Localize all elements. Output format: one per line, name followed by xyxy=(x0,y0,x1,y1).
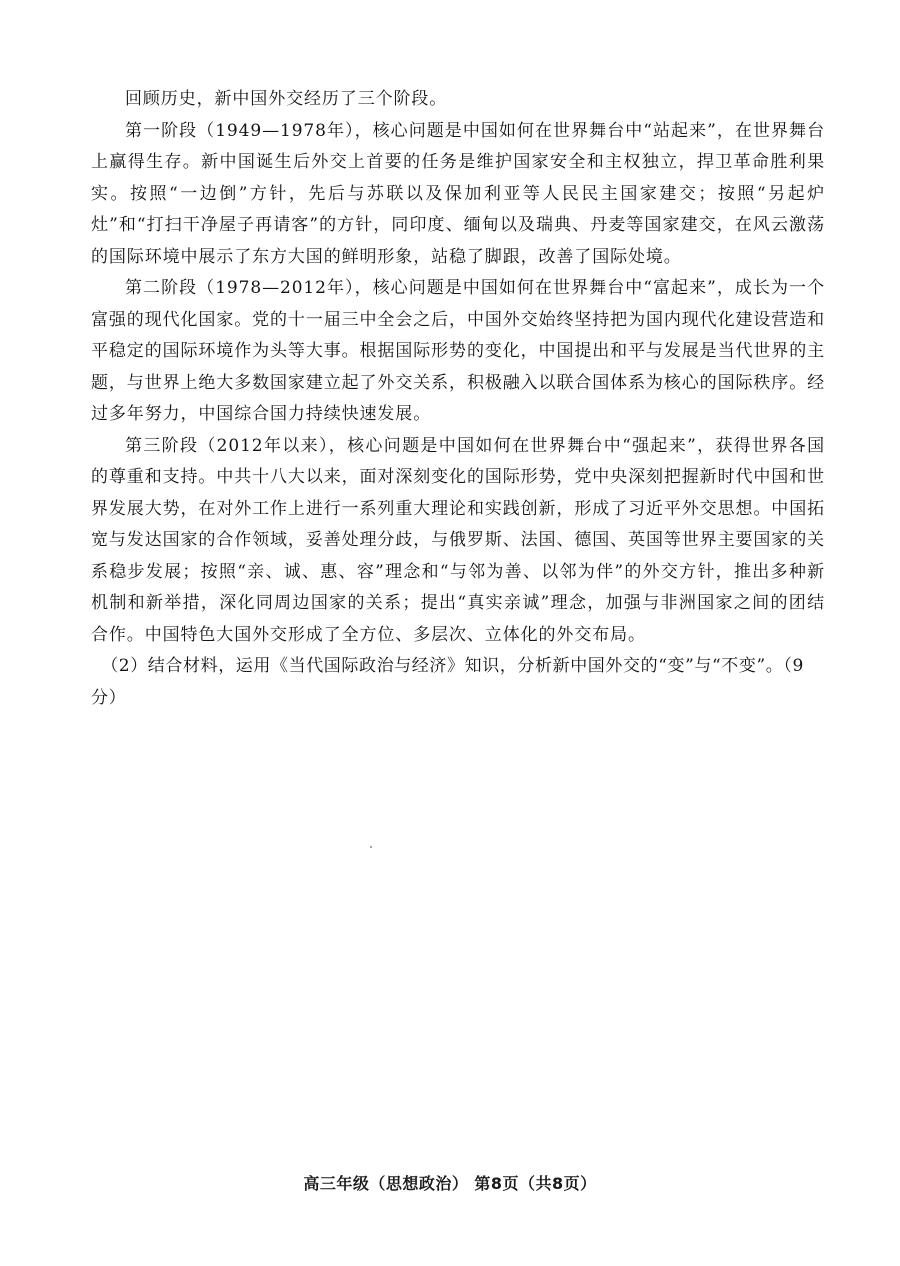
stage-two-paragraph: 第二阶段（1978—2012年），核心问题是中国如何在世界舞台中“富起来”，成长为一个富强的现代化国家。党的十一届三中全会之后，中国外交始终坚持把为国内现代化建设营造和平稳定的国际环境作为头等大事。根据国际形势的变化，中国提出和平与发展是当代世界的主题，与世界上绝大多数国家建立起了外交关系，积极融入以联合国体系为核心的国际秩序。经过多年努力，中国综合国力持续快速发展。 xyxy=(91,278,825,424)
stage-three-paragraph: 第三阶段（2012年以来），核心问题是中国如何在世界舞台中“强起来”，获得世界各国的尊重和支持。中共十八大以来，面对深刻变化的国际形势，党中央深刻把握新时代中国和世界发展大势，在对外工作上进行一系列重大理论和实践创新，形成了习近平外交思想。中国拓宽与发达国家的合作领域，妥善处理分歧，与俄罗斯、法国、德国、英国等世界主要国家的关系稳步发展；按照“亲、诚、惠、容”理念和“与邻为善、以邻为伴”的外交方针，推出多种新机制和新举措，深化同周边国家的关系；提出“真实亲诚”理念，加强与非洲国家之间的团结合作。中国特色大国外交形成了全方位、多层次、立体化的外交布局。 xyxy=(91,435,825,645)
question-2: （2）结合材料，运用《当代国际政治与经济》知识，分析新中国外交的“变”与“不变”。（9分） xyxy=(91,656,804,708)
scan-speck xyxy=(370,846,372,848)
stage-one-paragraph: 第一阶段（1949—1978年），核心问题是中国如何在世界舞台中“站起来”，在世界舞台上赢得生存。新中国诞生后外交上首要的任务是维护国家安全和主权独立，捍卫革命胜利果实。按照“一边倒”方针，先后与苏联以及保加利亚等人民民主国家建交；按照“另起炉灶”和“打扫干净屋子再请客”的方针，同印度、缅甸以及瑞典、丹麦等国家建交，在风云激荡的国际环境中展示了东方大国的鲜明形象，站稳了脚跟，改善了国际处境。 xyxy=(91,120,825,267)
page-footer: 高三年级（思想政治） 第8页（共8页） xyxy=(303,1174,597,1193)
material-text xyxy=(91,84,825,714)
intro-paragraph: 回顾历史，新中国外交经历了三个阶段。 xyxy=(125,89,448,109)
